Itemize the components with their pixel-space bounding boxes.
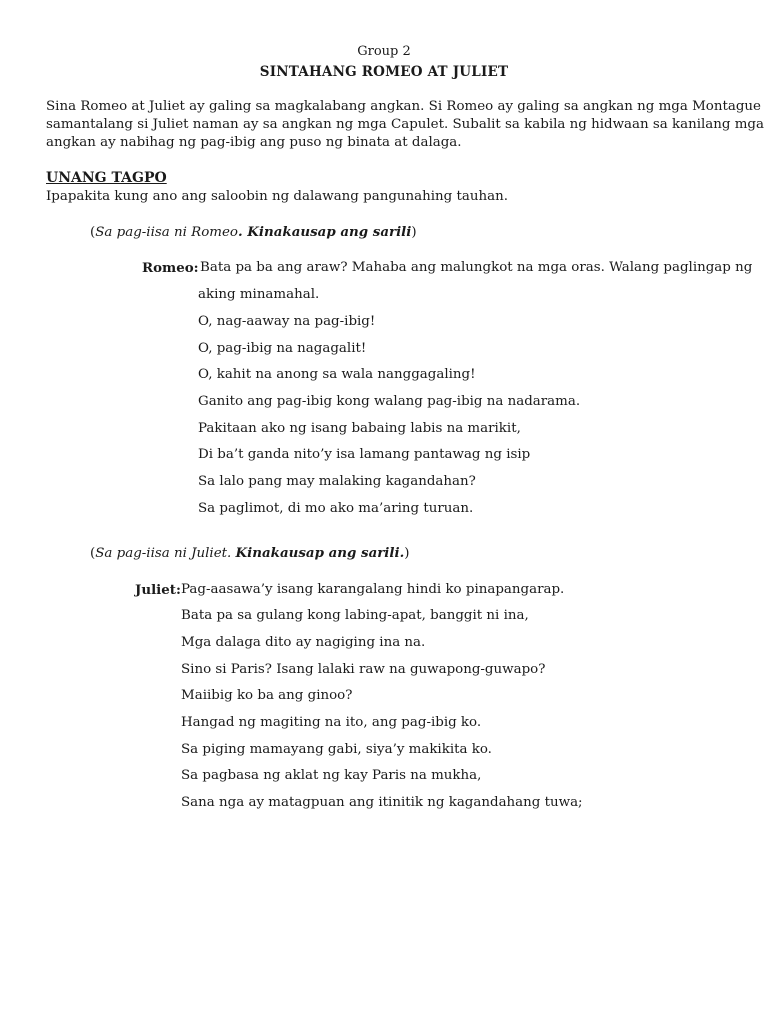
direction-italic: Sa pag-iisa ni Romeo [95,225,238,240]
intro-line: samantalang si Juliet naman ay sa angkan ng mga Capulet. Subalit sa kabila ng hidwaan sa kanilang mga [46,117,764,132]
direction-bold-italic: . Kinakausap ang sarili [237,224,412,240]
document-title: SINTAHANG ROMEO AT JULIET [259,64,509,80]
intro-paragraph [46,98,764,152]
juliet-line: Bata pa sa gulang kong labing-apat, banggit ni ina, [181,608,529,623]
romeo-line: Sa paglimot, di mo ako ma’aring turuan. [198,501,474,516]
stage-direction-juliet [90,545,409,561]
romeo-line: O, kahit na anong sa wala nanggagaling! [198,367,476,382]
juliet-line: Sino si Paris? Isang lalaki raw na guwapong-guwapo? [181,662,546,677]
direction-bold-italic: Kinakausap ang sarili. [235,545,405,561]
juliet-line: Sana nga ay matagpuan ang itinitik ng kagandahang tuwa; [181,795,583,810]
speaker-juliet: Juliet: [135,582,181,598]
juliet-line: Sa piging mamayang gabi, siya’y makikita ko. [181,742,492,757]
juliet-line: Hangad ng magiting na ito, ang pag-ibig ko. [181,715,482,730]
intro-line: Sina Romeo at Juliet ay galing sa magkalabang angkan. Si Romeo ay galing sa angkan ng mga Montague [46,99,761,114]
direction-paren-close: ) [411,225,417,240]
scene-heading: UNANG TAGPO [46,170,167,186]
intro-line: angkan ay nabihag ng pag-ibig ang puso ng binata at dalaga. [46,135,462,150]
stage-direction-romeo [90,224,417,240]
romeo-line: Bata pa ba ang araw? Mahaba ang malungkot na mga oras. Walang paglingap ng [200,260,753,275]
romeo-line: aking minamahal. [198,287,320,302]
juliet-line: Sa pagbasa ng aklat ng kay Paris na mukha, [181,768,482,783]
romeo-line: Pakitaan ako ng isang babaing labis na marikit, [198,421,521,436]
juliet-line: Maiibig ko ba ang ginoo? [181,688,353,703]
romeo-line: Sa lalo pang may malaking kagandahan? [198,474,476,489]
scene-description: Ipapakita kung ano ang saloobin ng dalawang pangunahing tauhan. [46,189,508,204]
speaker-romeo: Romeo: [142,260,199,276]
romeo-line: Ganito ang pag-ibig kong walang pag-ibig na nadarama. [198,394,581,409]
romeo-line: O, nag-aaway na pag-ibig! [198,314,376,329]
juliet-line: Mga dalaga dito ay nagiging ina na. [181,635,426,650]
group-label: Group 2 [357,44,411,59]
romeo-line: Di ba’t ganda nito’y isa lamang pantawag ng isip [198,447,531,462]
romeo-line: O, pag-ibig na nagagalit! [198,341,367,356]
direction-italic: Sa pag-iisa ni Juliet. [95,546,236,561]
juliet-line: Pag-aasawa’y isang karangalang hindi ko pinapangarap. [181,582,565,597]
direction-paren-open: ( [90,546,96,561]
direction-paren-close: ) [404,546,410,561]
direction-paren-open: ( [90,225,96,240]
